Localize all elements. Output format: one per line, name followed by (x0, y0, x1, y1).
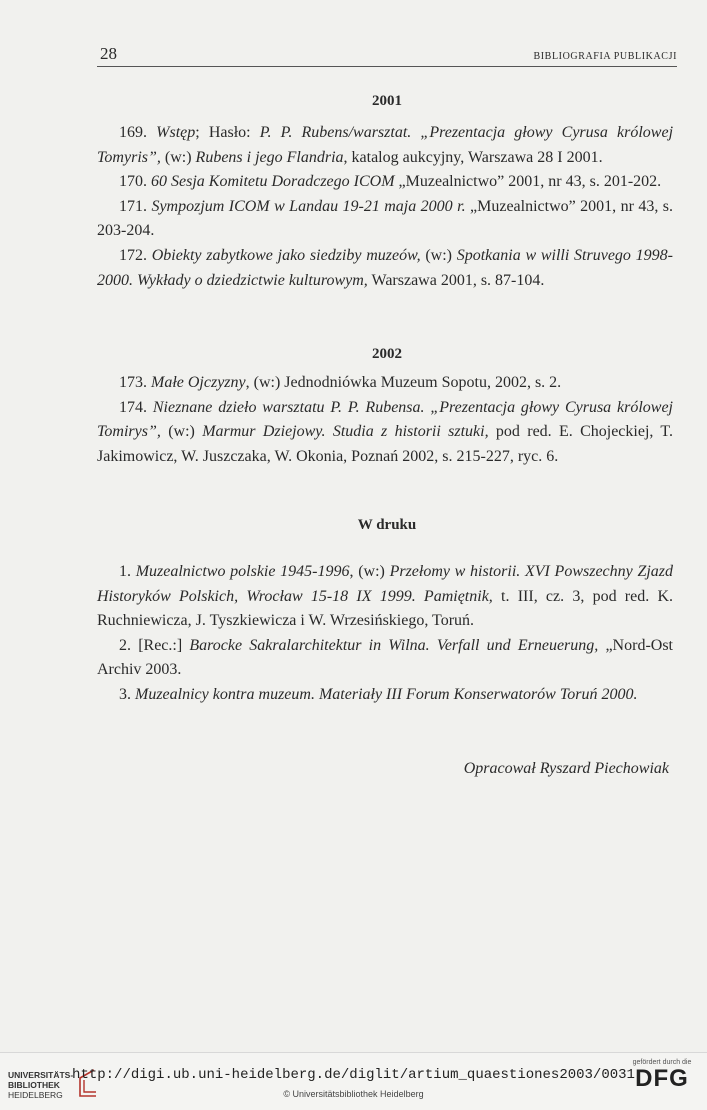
page-header (97, 44, 677, 67)
entries-in-print (97, 560, 673, 708)
compiler-signature: Opracował Ryszard Piechowiak (463, 760, 669, 777)
entry-173: 173. Małe Ojczyzny, (w:) Jednodniówka Muzeum Sopotu, 2002, s. 2. (119, 374, 562, 391)
dfg-wordmark: DFG (635, 1065, 689, 1092)
document-url-link[interactable]: http://digi.ub.uni-heidelberg.de/diglit/artium_quaestiones2003/0031 (72, 1067, 635, 1083)
entry-print-3: 3. Muzealnicy kontra muzeum. Materiały III Forum Konserwatorów Toruń 2000. (119, 685, 638, 703)
year-heading-2002: 2002 (372, 346, 402, 362)
entry-print-2: 2. [Rec.:] Barocke Sakralarchitektur in Wilna. Verfall und Erneuerung, „Nord-Ost Archiv 2003. (97, 636, 673, 679)
entries-2002 (97, 371, 673, 469)
running-title: BIBLIOGRAFIA PUBLIKACJI (533, 51, 677, 62)
entry-172: 172. Obiekty zabytkowe jako siedziby muzeów, (w:) Spotkania w willi Struvego 1998-2000. Wykłady o dziedzictwie kulturowym, Warszawa 2001, s. 87-104. (97, 246, 674, 289)
entry-169: 169. Wstęp; Hasło: P. P. Rubens/warsztat. „Prezentacja głowy Cyrusa królowej Tomyris”, (w:) Rubens i jego Flandria, katalog aukcyjny, Warszawa 28 I 2001. (97, 124, 674, 166)
funded-by-label: gefördert durch die (632, 1059, 692, 1066)
in-print-heading: W druku (357, 517, 417, 533)
entry-174: 174. Nieznane dzieło warsztatu P. P. Rubensa. „Prezentacja głowy Cyrusa królowej Tomirys”, (w:) Marmur Dziejowy. Studia z historii sztuki, pod red. E. Chojeckiej, T. Jakimowicz, W. Juszczaka, W. Okonia, Poznań 2002, s. 215-227, ryc. 6. (97, 398, 674, 465)
entry-171: 171. Sympozjum ICOM w Landau 19-21 maja 2000 r. „Muzealnictwo” 2001, nr 43, s. 203-204. (97, 197, 674, 240)
dfg-logo[interactable] (627, 1059, 697, 1092)
entry-print-1: 1. Muzealnictwo polskie 1945-1996, (w:) Przełomy w historii. XVI Powszechny Zjazd Historyków Polskich, Wrocław 15-18 IX 1999. Pamiętnik, t. III, cz. 3, pod red. K. Ruchniewicza, J. Tyszkiewicza i W. Wrzesińskiego, Toruń. (97, 563, 674, 630)
library-name: UNIVERSITÄTS- BIBLIOTHEK HEIDELBERG (8, 1070, 74, 1100)
year-heading-2001: 2001 (372, 93, 402, 109)
viewer-footer (0, 1052, 707, 1110)
copyright-notice: © Universitätsbibliothek Heidelberg (283, 1089, 424, 1099)
entries-2001 (97, 121, 673, 293)
page-number: 28 (100, 44, 117, 63)
entry-170: 170. 60 Sesja Komitetu Doradczego ICOM „Muzealnictwo” 2001, nr 43, s. 201-202. (119, 173, 662, 191)
